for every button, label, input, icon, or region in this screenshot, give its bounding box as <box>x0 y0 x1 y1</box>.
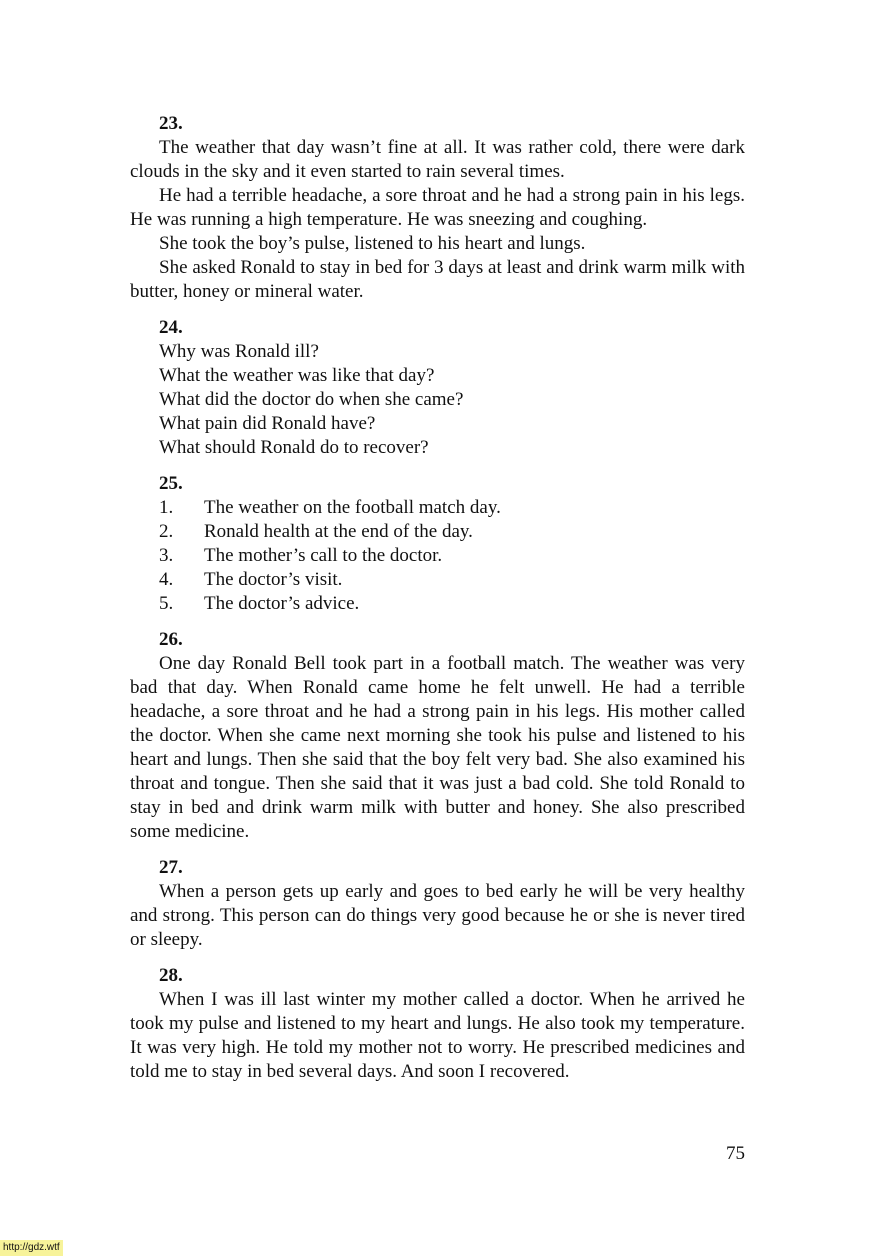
question: Why was Ronald ill? <box>159 341 319 362</box>
list-item-number: 2. <box>159 521 174 542</box>
paragraph: One day Ronald Bell took part in a football match. The weather was very bad that day. When Ronald came home he felt unwell. He had a terrible headache, a sore throat and he had a strong pain in his legs. His mother called the doctor. When she came next morning she took his pulse and listened to his heart and lungs. Then she said that the boy felt very bad. She also examined his throat and tongue. Then she said that it was just a bad cold. She told Ronald to stay in bed and drink warm milk with butter and honey. She also prescribed some medicine. <box>130 653 745 842</box>
paragraph: He had a terrible headache, a sore throat and he had a strong pain in his legs. He was running a high temperature. He was sneezing and coughing. <box>130 185 745 230</box>
question: What should Ronald do to recover? <box>159 437 429 458</box>
list-item <box>159 520 745 544</box>
list-item-text: The mother’s call to the doctor. <box>204 545 443 566</box>
list-item-text: The doctor’s visit. <box>204 569 343 590</box>
paragraph: The weather that day wasn’t fine at all. It was rather cold, there were dark clouds in the sky and it even started to rain several times. <box>130 137 745 182</box>
exercise-27 <box>130 856 745 952</box>
list-item <box>159 568 745 592</box>
list-item-text: Ronald health at the end of the day. <box>204 521 473 542</box>
list-item <box>159 496 745 520</box>
exercise-24 <box>130 316 745 460</box>
exercise-23 <box>130 112 745 304</box>
exercise-number: 24. <box>159 317 183 338</box>
list-item <box>159 592 745 616</box>
page-content <box>130 112 745 1096</box>
list-item <box>159 544 745 568</box>
paragraph: When a person gets up early and goes to bed early he will be very healthy and strong. This person can do things very good because he or she is never tired or sleepy. <box>130 881 745 950</box>
list-item-number: 4. <box>159 569 174 590</box>
exercise-25 <box>130 472 745 616</box>
exercise-number: 28. <box>159 965 183 986</box>
question: What did the doctor do when she came? <box>159 389 464 410</box>
list-item-text: The weather on the football match day. <box>204 497 501 518</box>
paragraph: She asked Ronald to stay in bed for 3 days at least and drink warm milk with butter, honey or mineral water. <box>130 257 745 302</box>
list-item-number: 3. <box>159 545 174 566</box>
exercise-number: 25. <box>159 473 183 494</box>
paragraph: When I was ill last winter my mother called a doctor. When he arrived he took my pulse and listened to my heart and lungs. He also took my temperature. It was very high. He told my mother not to worry. He prescribed medicines and told me to stay in bed several days. And soon I recovered. <box>130 989 745 1082</box>
list-item-number: 1. <box>159 497 174 518</box>
exercise-number: 26. <box>159 629 183 650</box>
list-item-text: The doctor’s advice. <box>204 593 360 614</box>
exercise-number: 27. <box>159 857 183 878</box>
list-item-number: 5. <box>159 593 174 614</box>
source-link[interactable]: http://gdz.wtf <box>0 1240 63 1256</box>
question: What pain did Ronald have? <box>159 413 376 434</box>
exercise-number: 23. <box>159 113 183 134</box>
page-number: 75 <box>726 1143 745 1164</box>
exercise-26 <box>130 628 745 844</box>
question: What the weather was like that day? <box>159 365 435 386</box>
paragraph: She took the boy’s pulse, listened to his heart and lungs. <box>159 233 586 254</box>
exercise-28 <box>130 964 745 1084</box>
